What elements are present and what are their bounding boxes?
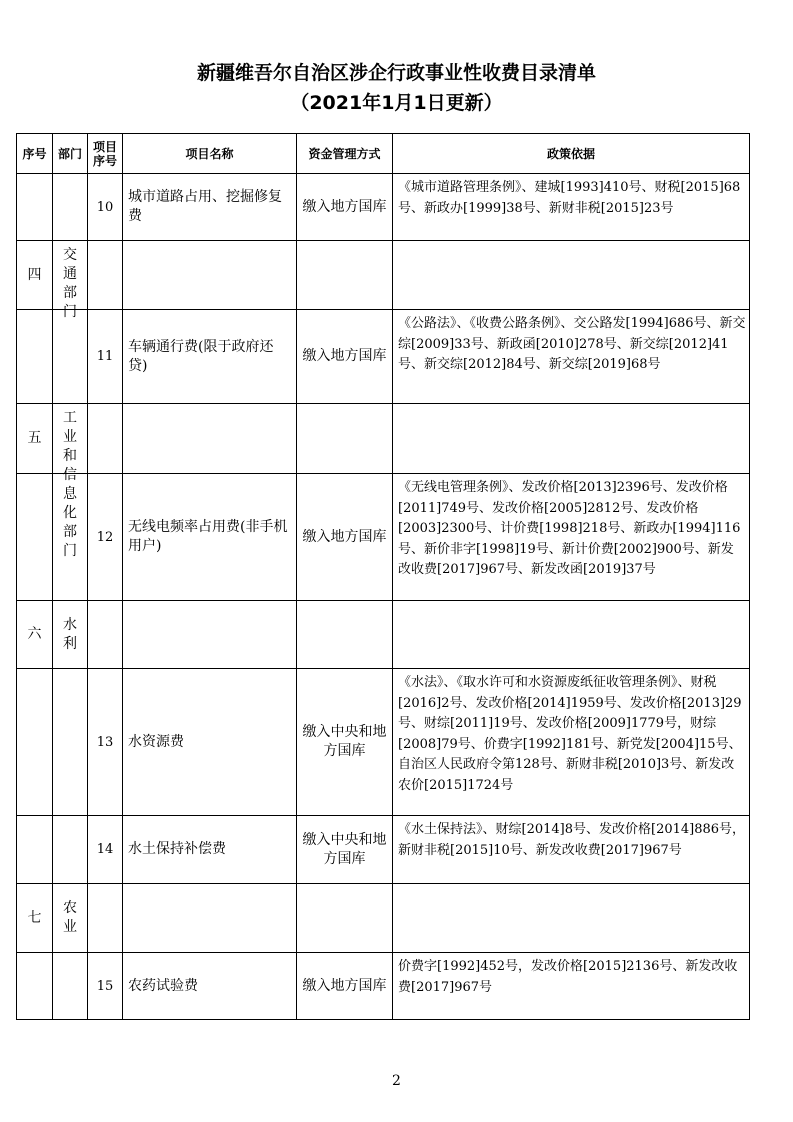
policy-basis: 《无线电管理条例》、发改价格[2013]2396号、发改价格[2011]749号、发改价格[2005]2812号、发改价格[2003]2300号、计价费[1998]218号、新政办[1994]116号、新价非字[1998]19号、新计价费[2002]900号、新发改收费[2017]967号、新发改函[2019]37号	[393, 474, 750, 601]
page-number: 2	[392, 1073, 401, 1089]
section-dept	[53, 241, 88, 320]
fund-mgmt: 缴入地方国库	[297, 174, 393, 241]
section-number: 四	[17, 241, 53, 310]
section-dept	[53, 404, 88, 559]
header-seq: 序号	[17, 134, 53, 174]
table-row	[17, 474, 750, 601]
section-dept-text: 交通部门	[63, 247, 77, 320]
item-name: 农药试验费	[123, 953, 297, 1020]
empty-cell	[393, 404, 750, 474]
item-number: 15	[88, 953, 123, 1020]
section-dept	[53, 884, 88, 953]
dept-cell	[53, 816, 88, 884]
empty-cell	[123, 404, 297, 474]
fee-catalog-table	[16, 133, 750, 1020]
fund-mgmt: 缴入地方国库	[297, 310, 393, 404]
document-title: 新疆维吾尔自治区涉企行政事业性收费目录清单	[196, 62, 596, 84]
section-dept-text: 农业	[63, 900, 77, 935]
fund-mgmt: 缴入中央和地方国库	[297, 669, 393, 816]
table-row	[17, 669, 750, 816]
policy-basis: 《公路法》、《收费公路条例》、交公路发[1994]686号、新交综[2009]33号、新政函[2010]278号、新交综[2012]41号、新交综[2012]84号、新交综[2019]68号	[393, 310, 750, 404]
empty-cell	[297, 241, 393, 310]
section-row	[17, 884, 750, 953]
item-name: 车辆通行费(限于政府还贷)	[123, 310, 297, 404]
seq-cell	[17, 310, 53, 404]
document-subtitle: （2021年1月1日更新）	[290, 92, 503, 114]
policy-basis: 《水土保持法》、财综[2014]8号、发改价格[2014]886号，新财非税[2015]10号、新发改收费[2017]967号	[393, 816, 750, 884]
header-dept: 部门	[53, 134, 88, 174]
section-dept-text: 水利	[63, 616, 77, 652]
fund-mgmt: 缴入地方国库	[297, 953, 393, 1020]
section-dept	[53, 601, 88, 669]
item-number: 13	[88, 669, 123, 816]
fund-mgmt: 缴入地方国库	[297, 474, 393, 601]
empty-cell	[123, 884, 297, 953]
section-number: 六	[17, 601, 53, 669]
header-item-seq: 项目序号	[88, 134, 123, 174]
table-row	[17, 953, 750, 1020]
policy-basis: 价费字[1992]452号，发改价格[2015]2136号、新发改收费[2017]967号	[393, 953, 750, 1020]
seq-cell	[17, 953, 53, 1020]
table-row	[17, 310, 750, 404]
section-number: 七	[17, 884, 53, 953]
dept-cell	[53, 174, 88, 241]
fund-mgmt: 缴入中央和地方国库	[297, 816, 393, 884]
empty-cell	[88, 884, 123, 953]
table-row	[17, 816, 750, 884]
dept-cell	[53, 669, 88, 816]
empty-cell	[297, 601, 393, 669]
empty-cell	[393, 241, 750, 310]
table-row	[17, 174, 750, 241]
empty-cell	[88, 601, 123, 669]
section-row	[17, 601, 750, 669]
table-header-row	[17, 134, 750, 174]
seq-cell	[17, 669, 53, 816]
header-fund-mgmt: 资金管理方式	[297, 134, 393, 174]
empty-cell	[297, 884, 393, 953]
item-number: 12	[88, 474, 123, 601]
section-dept-text: 工业和信息化部门	[63, 410, 77, 559]
item-name: 水资源费	[123, 669, 297, 816]
seq-cell	[17, 474, 53, 601]
empty-cell	[88, 404, 123, 474]
section-row	[17, 404, 750, 474]
item-number: 11	[88, 310, 123, 404]
dept-cell	[53, 953, 88, 1020]
empty-cell	[123, 241, 297, 310]
policy-basis: 《城市道路管理条例》、建城[1993]410号、财税[2015]68号、新政办[1999]38号、新财非税[2015]23号	[393, 174, 750, 241]
header-item-name: 项目名称	[123, 134, 297, 174]
section-number: 五	[17, 404, 53, 474]
empty-cell	[88, 241, 123, 310]
section-row	[17, 241, 750, 310]
item-name: 无线电频率占用费(非手机用户)	[123, 474, 297, 601]
item-number: 10	[88, 174, 123, 241]
dept-cell	[53, 310, 88, 404]
empty-cell	[123, 601, 297, 669]
empty-cell	[297, 404, 393, 474]
header-policy: 政策依据	[393, 134, 750, 174]
seq-cell	[17, 174, 53, 241]
item-number: 14	[88, 816, 123, 884]
empty-cell	[393, 884, 750, 953]
item-name: 城市道路占用、挖掘修复费	[123, 174, 297, 241]
seq-cell	[17, 816, 53, 884]
item-name: 水土保持补偿费	[123, 816, 297, 884]
empty-cell	[393, 601, 750, 669]
policy-basis: 《水法》、《取水许可和水资源废纸征收管理条例》、财税[2016]2号、发改价格[2014]1959号、发改价格[2013]29号、财综[2011]19号、发改价格[2009]1779号，财综[2008]79号、价费字[1992]181号、新党发[2004]15号、自治区人民政府令第128号、新财非税[2010]3号、新发改农价[2015]1724号	[393, 669, 750, 816]
